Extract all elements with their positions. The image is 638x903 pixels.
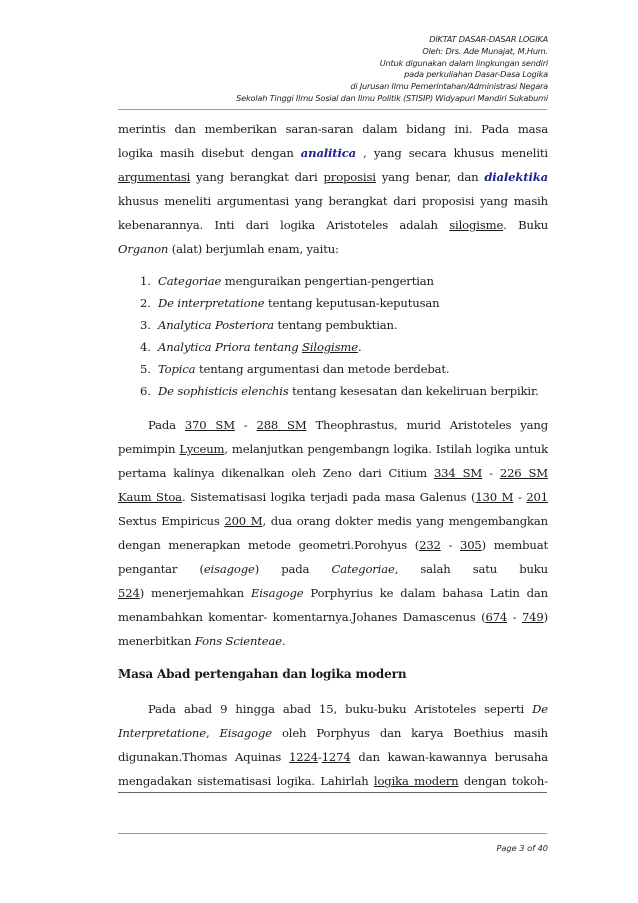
list-item: 2. De interpretatione tentang keputusan-keputusan (140, 296, 440, 310)
list-item: 5. Topica tentang argumentasi dan metode berdebat. (140, 362, 450, 376)
header-usage: Untuk digunakan dalam lingkungan sendiri (379, 57, 548, 68)
term-analitica: analitica (300, 146, 357, 160)
link-proposisi[interactable]: proposisi (323, 170, 376, 184)
text-line: merintis dan memberikan saran-saran dalam bidang ini. Pada masa (118, 122, 548, 136)
list-item: 4. Analytica Priora tentang Silogisme. (140, 340, 362, 354)
content-bottom-rule (118, 792, 547, 793)
text-line: dengan menerapkan metode geometri.Porohyus (232 - 305) membuat (118, 538, 548, 552)
link-logika-modern[interactable]: logika modern (373, 774, 459, 788)
text-line: Interpretatione, Eisagoge oleh Porphyus dan karya Boethius masih (118, 726, 548, 740)
section-heading: Masa Abad pertengahan dan logika modern (118, 667, 407, 681)
text-line: pemimpin Lyceum, melanjutkan pengembangn logika. Istilah logika untuk (118, 442, 548, 456)
term-dialektika: dialektika (484, 170, 548, 184)
page-header (108, 34, 548, 105)
page-number: Page 3 of 40 (496, 843, 548, 853)
header-rule (118, 109, 547, 110)
footer-rule (118, 833, 547, 834)
link-kaum-stoa[interactable]: Kaum Stoa (118, 490, 182, 504)
list-item: 6. De sophisticis elenchis tentang kesesatan dan kekeliruan berpikir. (140, 384, 539, 398)
text-line: Pada abad 9 hingga abad 15, buku-buku Aristoteles seperti De (148, 702, 548, 716)
text-line: pengantar (eisagoge) pada Categoriae, salah satu buku (118, 562, 548, 576)
text-line: argumentasi yang berangkat dari proposisi yang benar, dan dialektika (118, 170, 548, 184)
text-line: Organon (alat) berjumlah enam, yaitu: (118, 242, 339, 256)
header-author: Oleh: Drs. Ade Munajat, M.Hum. (422, 45, 548, 56)
text-line: kebenarannya. Inti dari logika Aristoteles adalah silogisme. Buku (118, 218, 548, 232)
text-line: 524) menerjemahkan Eisagoge Porphyrius ke dalam bahasa Latin dan (118, 586, 548, 600)
list-item: 3. Analytica Posteriora tentang pembuktian. (140, 318, 398, 332)
text-line: Pada 370 SM - 288 SM Theophrastus, murid Aristoteles yang (148, 418, 548, 432)
link-lyceum[interactable]: Lyceum (179, 442, 225, 456)
list-item: 1. Categoriae menguraikan pengertian-pengertian (140, 274, 434, 288)
header-title: DIKTAT DASAR-DASAR LOGIKA (429, 34, 548, 44)
text-line: khusus meneliti argumentasi yang berangkat dari proposisi yang masih (118, 194, 548, 208)
text-line: menambahkan komentar- komentarnya.Johanes Damascenus (674 - 749) (118, 610, 548, 624)
text-line: pertama kalinya dikenalkan oleh Zeno dari Citium 334 SM - 226 SM (118, 466, 548, 480)
link-argumentasi[interactable]: argumentasi (118, 170, 191, 184)
text-line: Sextus Empiricus 200 M, dua orang dokter medis yang mengembangkan (118, 514, 548, 528)
header-institution: Sekolah Tinggi Ilmu Sosial dan Ilmu Politik (STISIP) Widyapuri Mandiri Sukabumi (236, 92, 548, 103)
text-line: logika masih disebut dengan analitica , yang secara khusus meneliti (118, 146, 548, 160)
link-silogisme-list[interactable]: Silogisme (302, 340, 358, 354)
text-line: Kaum Stoa. Sistematisasi logika terjadi pada masa Galenus (130 M - 201 (118, 490, 548, 504)
text-line: digunakan.Thomas Aquinas 1224-1274 dan kawan-kawannya berusaha (118, 750, 548, 764)
text-line: menerbitkan Fons Scienteae. (118, 634, 286, 648)
text-line: mengadakan sistematisasi logika. Lahirlah logika modern dengan tokoh- (118, 774, 548, 788)
header-course: pada perkuliahan Dasar-Dasa Logika (404, 69, 548, 80)
link-silogisme[interactable]: silogisme (449, 218, 504, 232)
header-department: di Jurusan Ilmu Pemerintahan/Administrasi Negara (350, 81, 548, 92)
